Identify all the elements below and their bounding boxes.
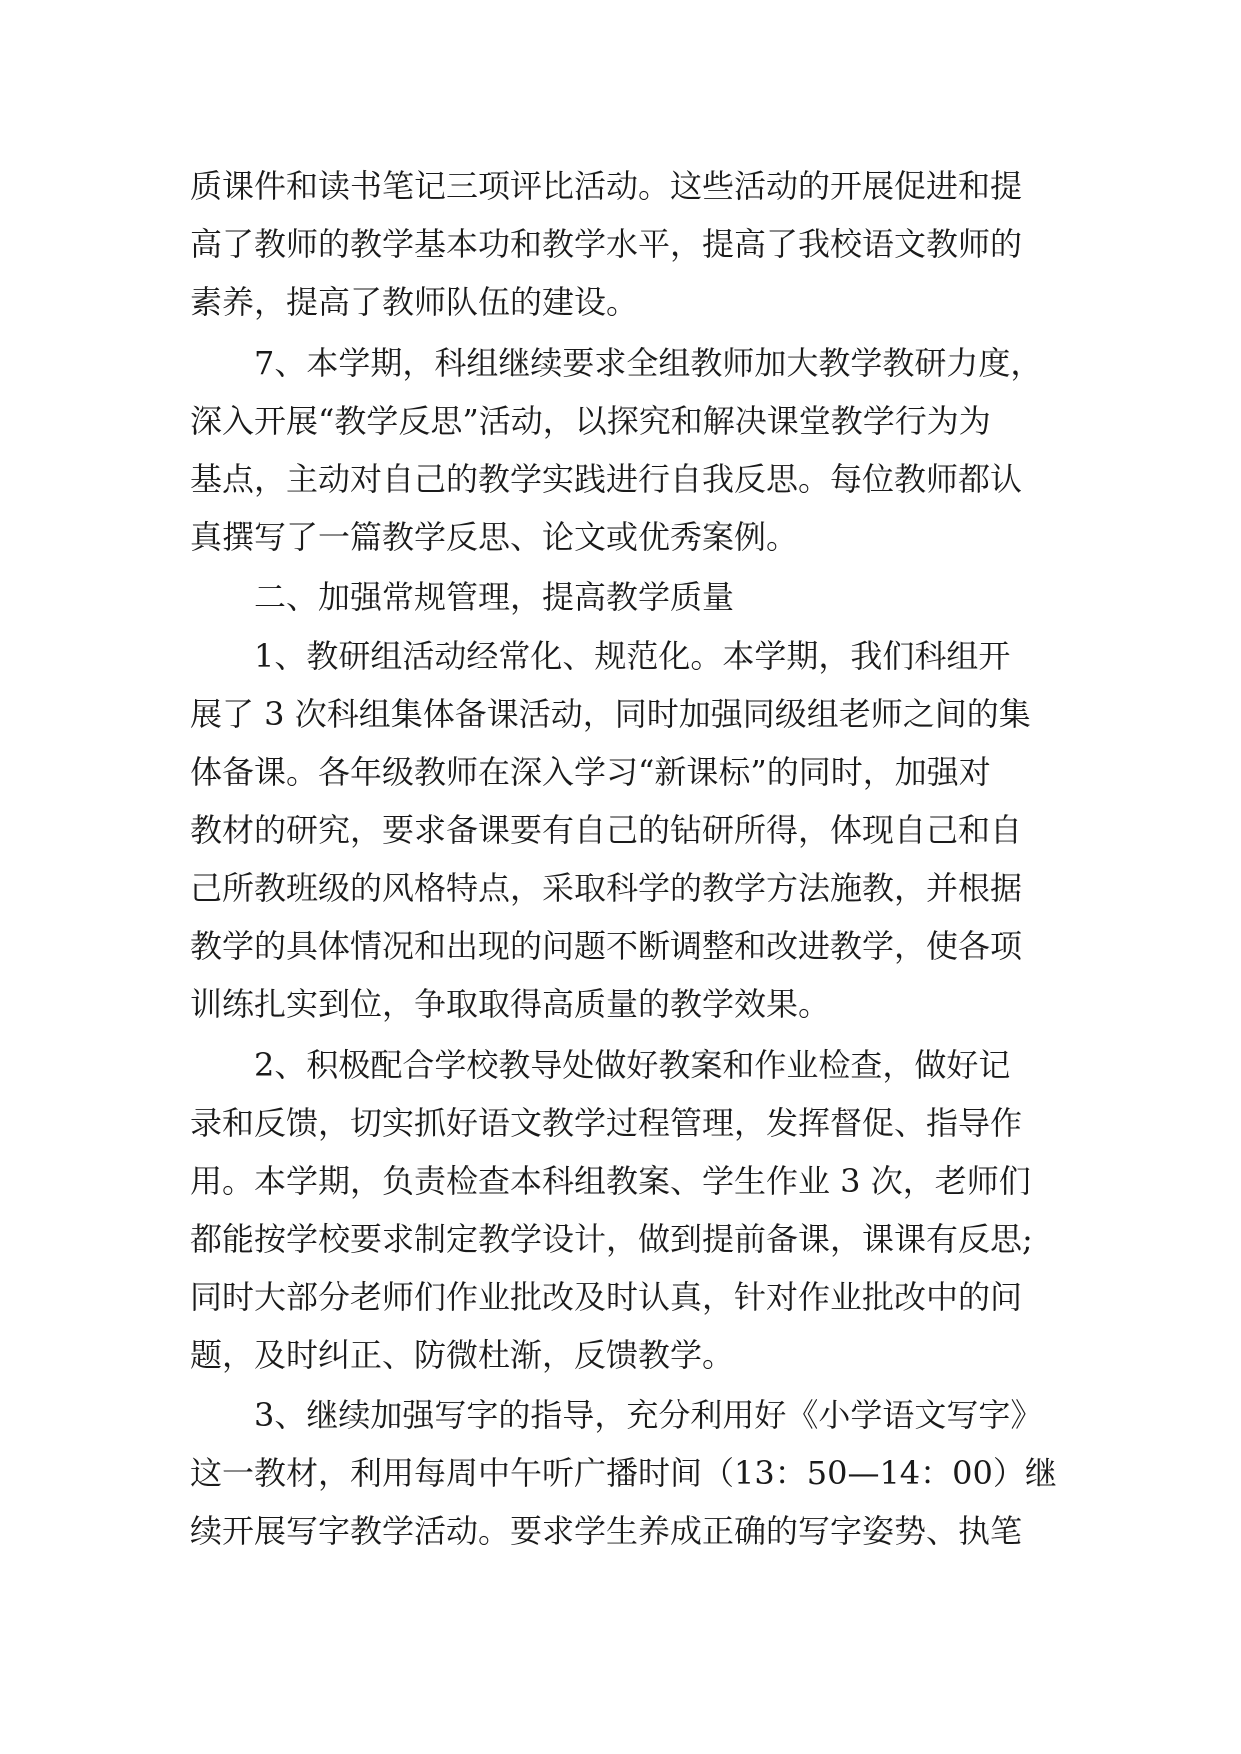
text-line: 质课件和读书笔记三项评比活动。这些活动的开展促进和提 [190, 167, 1023, 205]
text-line: 高了教师的教学基本功和教学水平，提高了我校语文教师的 [190, 225, 1023, 263]
paragraph-start-line: 2、积极配合学校教导处做好教案和作业检查，做好记 [254, 1046, 1011, 1084]
text-line: 素养，提高了教师队伍的建设。 [190, 283, 639, 321]
text-line: 这一教材，利用每周中午听广播时间（13：50—14：00）继 [190, 1454, 1057, 1492]
text-line: 都能按学校要求制定教学设计，做到提前备课，课课有反思; [190, 1220, 1033, 1258]
text-line: 己所教班级的风格特点，采取科学的教学方法施教，并根据 [190, 869, 1023, 907]
section-heading: 二、加强常规管理，提高教学质量 [254, 578, 735, 616]
text-line: 深入开展“教学反思”活动，以探究和解决课堂教学行为为 [190, 402, 991, 440]
text-line: 体备课。各年级教师在深入学习“新课标”的同时，加强对 [190, 753, 991, 791]
paragraph-start-line: 7、本学期，科组继续要求全组教师加大教学教研力度， [254, 344, 1043, 382]
text-line: 录和反馈，切实抓好语文教学过程管理，发挥督促、指导作 [190, 1104, 1023, 1142]
paragraph-start-line: 1、教研组活动经常化、规范化。本学期，我们科组开 [254, 637, 1011, 675]
text-line: 教学的具体情况和出现的问题不断调整和改进教学，使各项 [190, 927, 1023, 965]
text-line: 基点，主动对自己的教学实践进行自我反思。每位教师都认 [190, 460, 1023, 498]
text-line: 题，及时纠正、防微杜渐，反馈教学。 [190, 1336, 735, 1374]
text-line: 续开展写字教学活动。要求学生养成正确的写字姿势、执笔 [190, 1512, 1023, 1550]
text-line: 真撰写了一篇教学反思、论文或优秀案例。 [190, 518, 799, 556]
text-line: 展了 3 次科组集体备课活动，同时加强同级组老师之间的集 [190, 695, 1031, 733]
text-line: 同时大部分老师们作业批改及时认真，针对作业批改中的问 [190, 1278, 1023, 1316]
paragraph-start-line: 3、继续加强写字的指导，充分利用好《小学语文写字》 [254, 1396, 1043, 1434]
text-line: 用。本学期，负责检查本科组教案、学生作业 3 次，老师们 [190, 1162, 1031, 1200]
text-line: 教材的研究，要求备课要有自己的钻研所得，体现自己和自 [190, 811, 1023, 849]
text-line: 训练扎实到位，争取取得高质量的教学效果。 [190, 985, 831, 1023]
